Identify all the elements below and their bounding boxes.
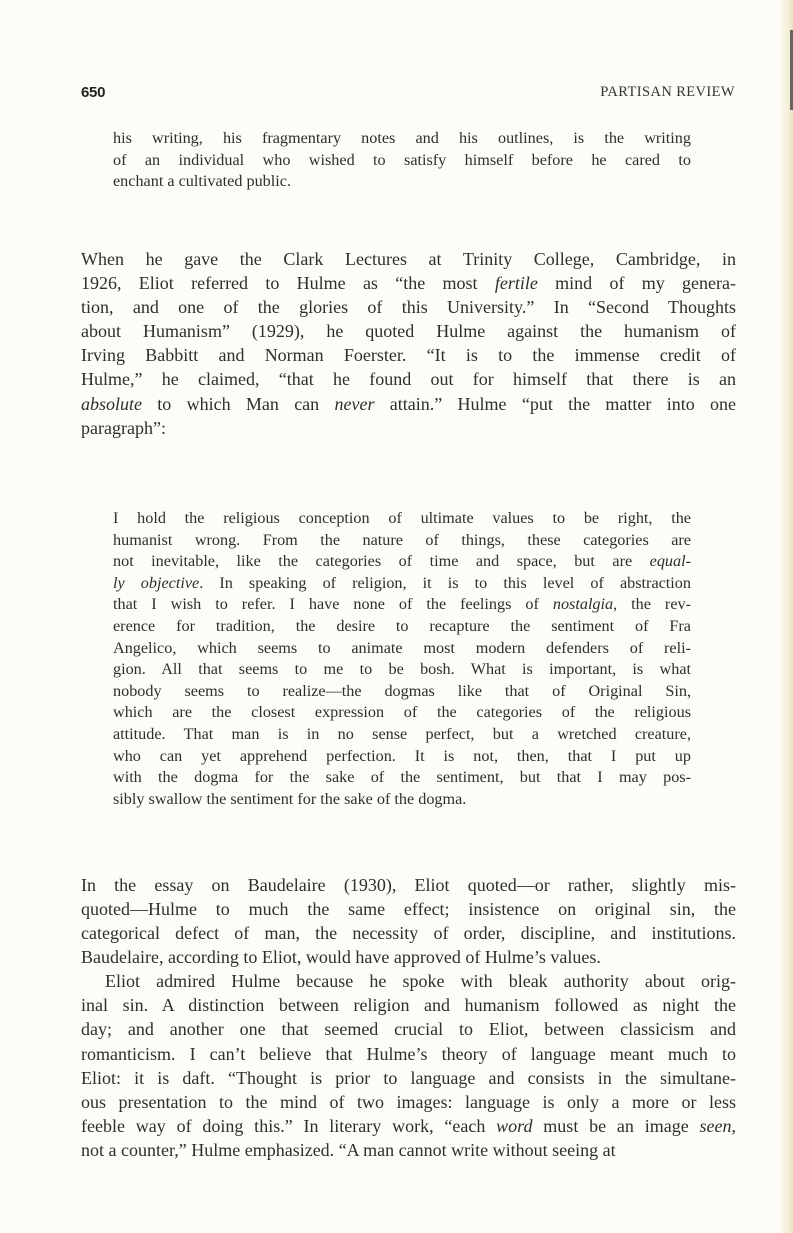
page-number: 650	[81, 84, 106, 101]
text-line	[113, 594, 691, 616]
italic-text: nostalgia	[552, 595, 614, 614]
italic-text: absolute	[81, 393, 142, 414]
text-run: mind of my genera-	[537, 273, 737, 294]
text-line	[81, 945, 736, 969]
italic-text: word	[496, 1116, 533, 1137]
text-line	[81, 247, 736, 271]
block-quote-top	[113, 128, 691, 193]
block-quote-hulme	[113, 508, 691, 810]
text-run: inal sin. A distinction between religion and humanism followed as night the	[81, 995, 736, 1016]
text-run: paragraph”:	[81, 417, 166, 438]
text-run: Baudelaire, according to Eliot, would have approved of Hulme’s values.	[81, 947, 601, 968]
text-line	[81, 1114, 736, 1138]
text-run: not inevitable, like the categories of time and space, but are	[113, 552, 650, 571]
italic-text: never	[334, 393, 375, 414]
text-line	[81, 897, 736, 921]
text-run: ous presentation to the mind of two images: language is only a more or less	[81, 1092, 736, 1113]
text-line	[113, 573, 691, 595]
text-line	[81, 1017, 736, 1041]
text-run: attain.” Hulme “put the matter into one	[374, 393, 736, 414]
text-line	[81, 392, 736, 416]
text-line	[81, 993, 736, 1017]
text-run: about Humanism” (1929), he quoted Hulme against the humanism of	[81, 321, 736, 342]
text-line	[113, 616, 691, 638]
text-run: to which Man can	[142, 393, 335, 414]
text-line: his writing, his fragmentary notes and his outlines, is the writing	[113, 129, 691, 147]
text-run: sibly swallow the sentiment for the sake of the dogma.	[113, 789, 467, 808]
text-run: . In speaking of religion, it is to this level of abstraction	[199, 573, 691, 592]
text-run: quoted—Hulme to much the same effect; insistence on original sin, the	[81, 899, 736, 920]
text-line	[113, 638, 691, 660]
text-run: gion. All that seems to me to be bosh. What is important, is what	[113, 660, 691, 679]
text-run: I hold the religious conception of ultimate values to be right, the	[113, 509, 691, 527]
text-run: Angelico, which seems to animate most modern defenders of reli-	[113, 638, 691, 657]
text-run: which are the closest expression of the categories of the religious	[113, 703, 691, 722]
text-line	[113, 724, 691, 746]
text-line	[81, 969, 736, 993]
text-line	[113, 767, 691, 789]
italic-text: equal-	[649, 552, 691, 571]
text-line	[81, 416, 736, 440]
text-line	[81, 367, 736, 391]
text-line	[113, 530, 691, 552]
text-run: feeble way of doing this.” In literary work, “each	[81, 1116, 497, 1137]
text-run: 1926, Eliot referred to Hulme as “the most	[81, 273, 495, 294]
italic-text: ly objective	[113, 573, 200, 592]
text-run: not a counter,” Hulme emphasized. “A man cannot write without seeing at	[81, 1140, 616, 1161]
text-run: , the rev-	[613, 595, 691, 614]
text-line: enchant a cultivated public.	[113, 172, 291, 190]
text-run: erence for tradition, the desire to recapture the sentiment of Fra	[113, 616, 691, 635]
page-edge	[781, 0, 793, 1233]
text-line	[81, 295, 736, 319]
text-line	[113, 681, 691, 703]
text-run: that I wish to refer. I have none of the feelings of	[113, 595, 553, 614]
text-run: ,	[731, 1116, 737, 1137]
text-run: attitude. That man is in no sense perfect, but a wretched creature,	[113, 724, 691, 743]
text-line	[113, 789, 691, 811]
text-line	[81, 1138, 736, 1162]
journal-title: PARTISAN REVIEW	[600, 84, 735, 100]
paragraph-eliot-admired	[81, 969, 736, 1163]
text-line	[81, 1042, 736, 1066]
text-line	[113, 702, 691, 724]
text-run: with the dogma for the sake of the sentiment, but that I may pos-	[113, 768, 691, 787]
text-run: categorical defect of man, the necessity of order, discipline, and institutions.	[81, 923, 736, 944]
text-run: day; and another one that seemed crucial to Eliot, between classicism and	[81, 1019, 736, 1040]
text-line	[113, 551, 691, 573]
text-line	[113, 746, 691, 768]
text-line	[81, 921, 736, 945]
italic-text: fertile	[494, 273, 538, 294]
text-run: Irving Babbitt and Norman Foerster. “It is to the immense credit of	[81, 345, 736, 366]
text-run: In the essay on Baudelaire (1930), Eliot quoted—or rather, slightly mis-	[81, 875, 736, 895]
text-line	[81, 271, 736, 295]
text-run: Hulme,” he claimed, “that he found out for himself that there is an	[81, 369, 736, 390]
text-line	[113, 659, 691, 681]
text-line	[113, 508, 691, 530]
paragraph-baudelaire	[81, 873, 736, 969]
running-head	[81, 84, 735, 106]
text-run: nobody seems to realize—the dogmas like that of Original Sin,	[113, 681, 691, 700]
text-run: Eliot: it is daft. “Thought is prior to language and consists in the simultane-	[81, 1067, 736, 1088]
text-line	[81, 1090, 736, 1114]
text-line	[81, 343, 736, 367]
text-run: who can yet apprehend perfection. It is not, then, that I put up	[113, 746, 691, 765]
text-line	[81, 873, 736, 897]
text-line	[81, 319, 736, 343]
text-run: humanist wrong. From the nature of things, these categories are	[113, 530, 691, 549]
italic-text: seen	[699, 1116, 732, 1137]
text-run: When he gave the Clark Lectures at Trinity College, Cambridge, in	[81, 249, 736, 269]
text-run: must be an image	[532, 1116, 700, 1137]
text-run: tion, and one of the glories of this University.” In “Second Thoughts	[81, 297, 736, 318]
text-line	[81, 1066, 736, 1090]
text-line: of an individual who wished to satisfy himself before he cared to	[113, 150, 691, 169]
text-run: romanticism. I can’t believe that Hulme’s theory of language meant much to	[81, 1043, 736, 1064]
text-run: Eliot admired Hulme because he spoke with bleak authority about orig-	[105, 971, 736, 991]
paragraph-clark-lectures	[81, 247, 736, 440]
